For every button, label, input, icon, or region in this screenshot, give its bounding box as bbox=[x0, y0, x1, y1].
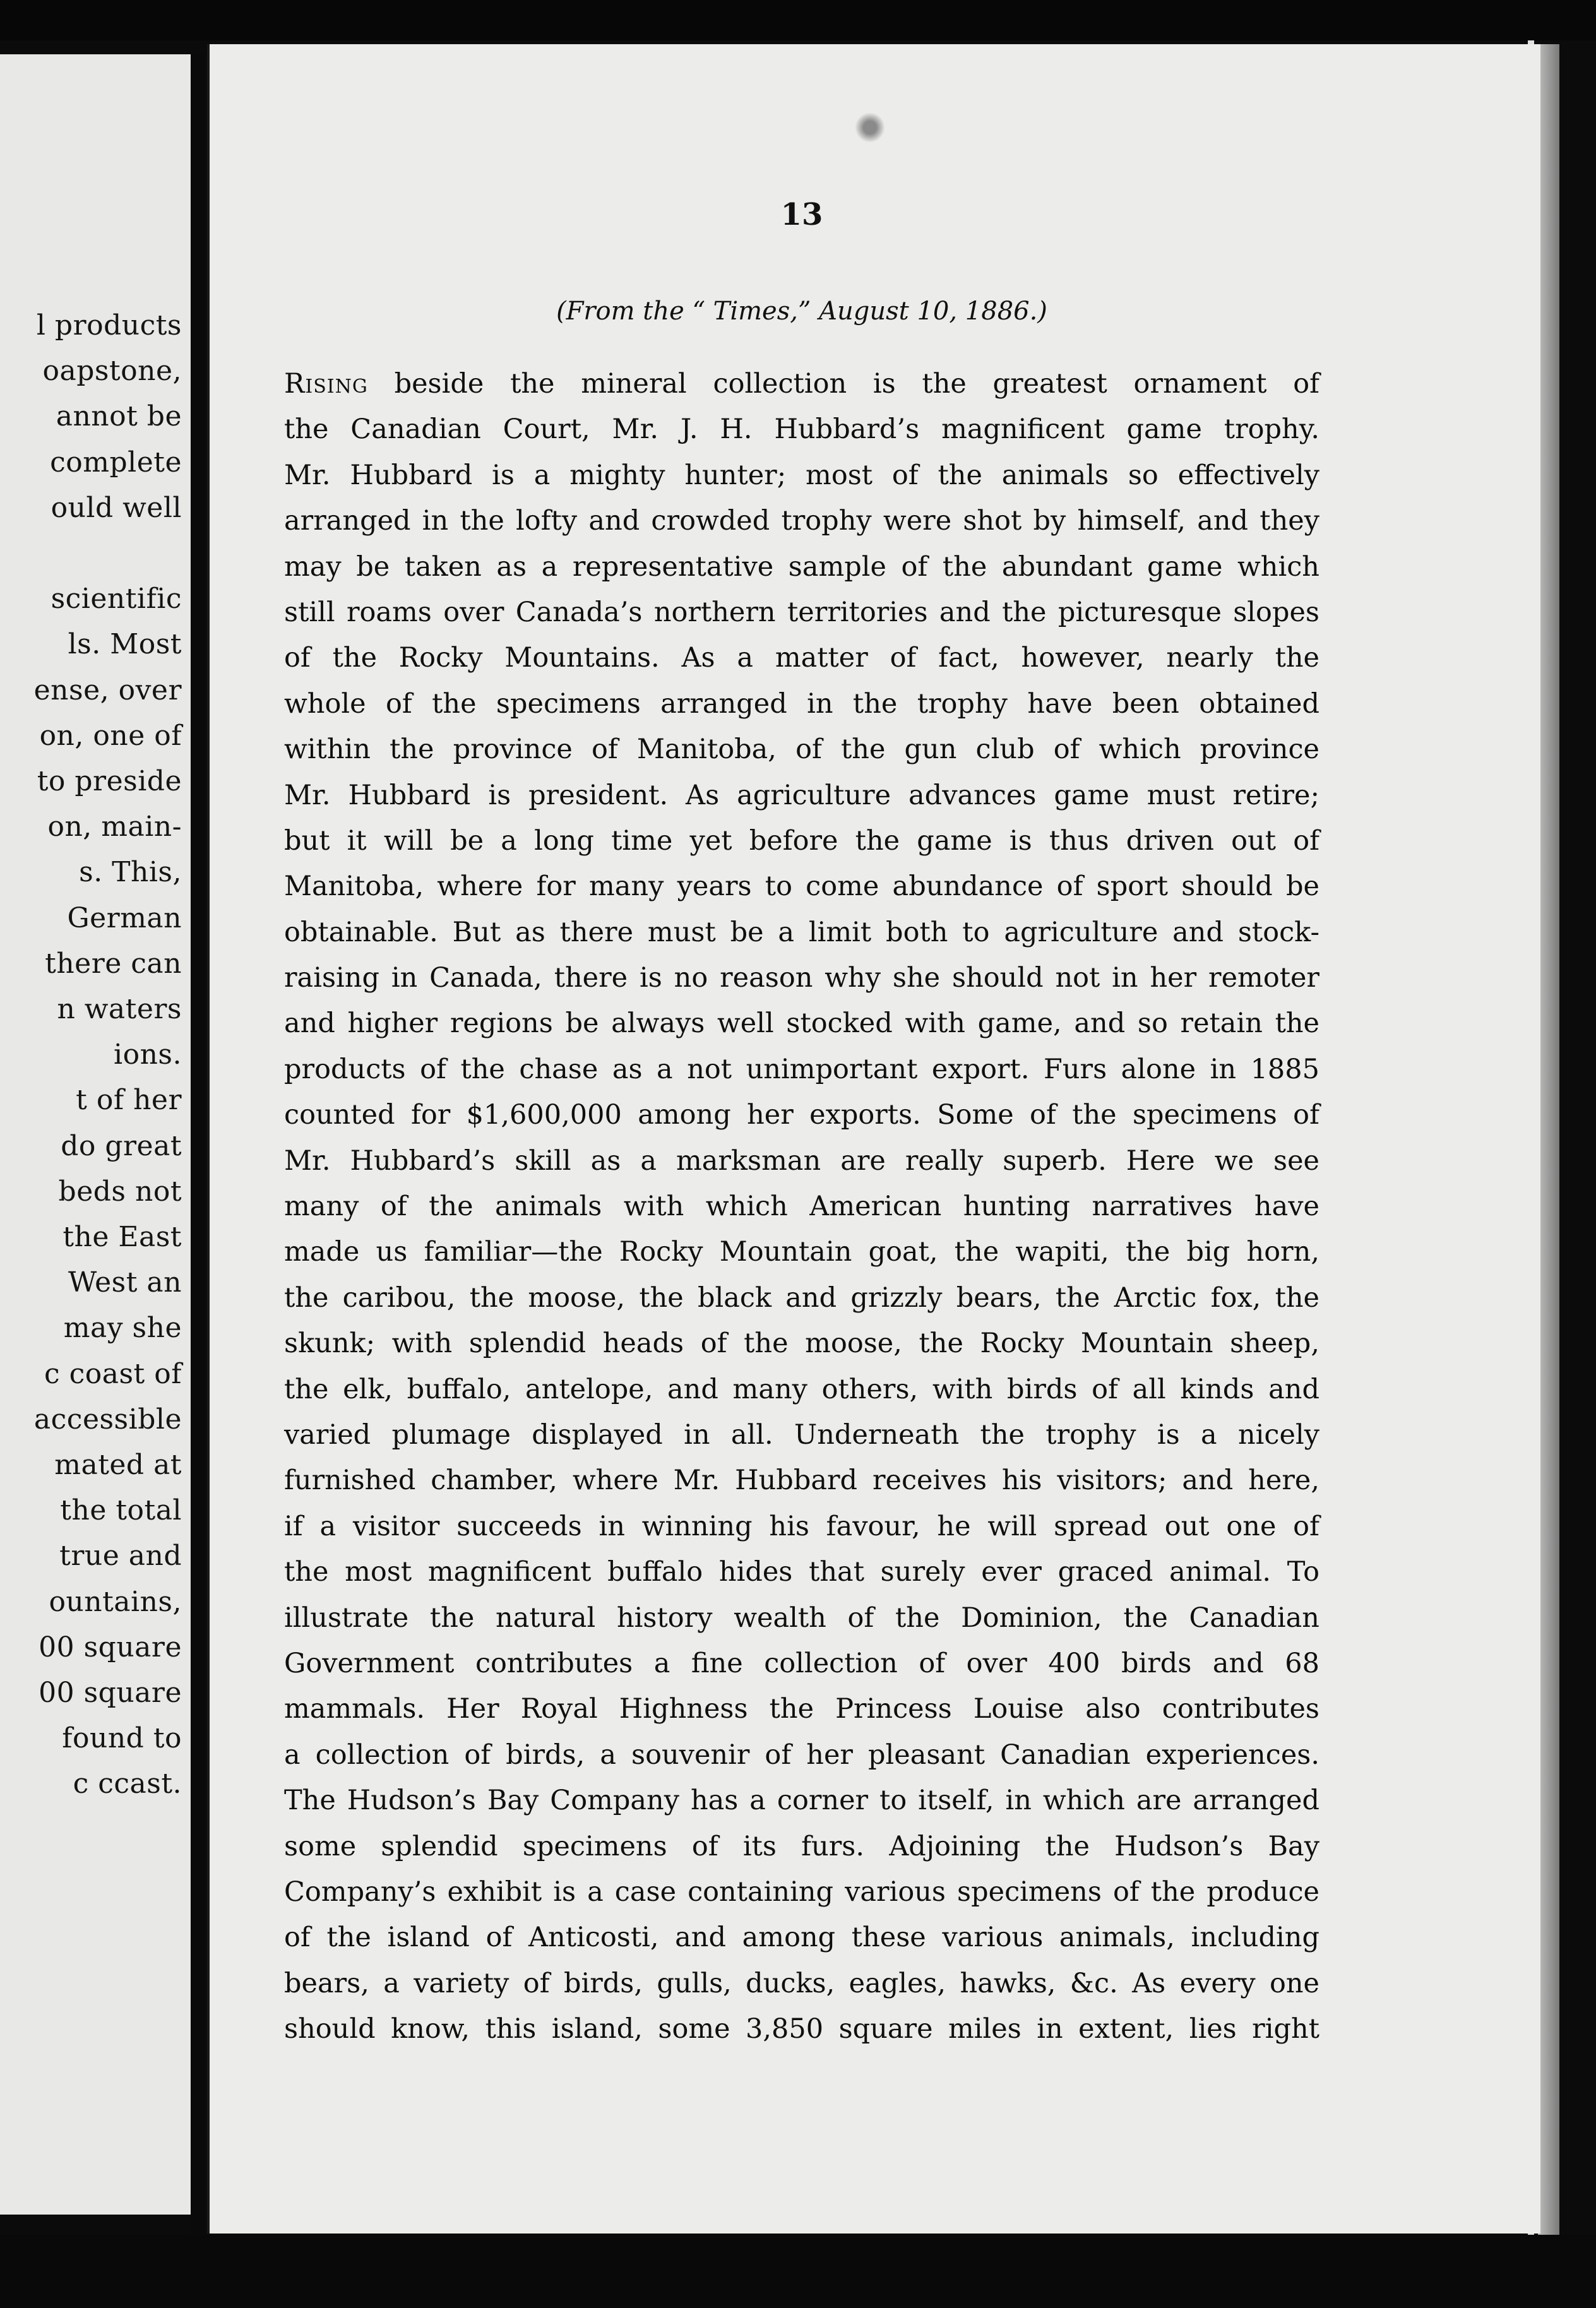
article-line: a collection of birds, a souvenir of her pleasant Canadian experiences. bbox=[284, 1739, 1319, 1771]
left-page-line: 00 square bbox=[39, 1631, 182, 1663]
left-page-fragment bbox=[0, 54, 191, 2215]
page-shadow bbox=[1538, 44, 1559, 2235]
article-line: raising in Canada, there is no reason why she should not in her remoter bbox=[284, 962, 1319, 994]
article-line: products of the chase as a not unimportant export. Furs alone in 1885 bbox=[284, 1053, 1319, 1085]
left-page-line: accessible bbox=[33, 1403, 182, 1436]
article-line: Mr. Hubbard’s skill as a marksman are really superb. Here we see bbox=[284, 1145, 1319, 1177]
left-page-line: annot be bbox=[56, 400, 182, 433]
left-page-line: the total bbox=[60, 1494, 182, 1527]
left-page-line: there can bbox=[45, 947, 182, 980]
left-page-line: oapstone, bbox=[42, 355, 182, 388]
left-page-line: do great bbox=[61, 1129, 182, 1162]
left-page-line: the East bbox=[63, 1221, 182, 1253]
left-page-line: ould well bbox=[51, 491, 182, 524]
left-page-line: ls. Most bbox=[68, 628, 182, 661]
left-page-line: West an bbox=[68, 1266, 182, 1299]
ink-smudge bbox=[855, 112, 885, 143]
drop-word: Rising bbox=[284, 368, 368, 400]
left-page-line: s. This, bbox=[79, 856, 182, 889]
left-page-line: on, main- bbox=[47, 811, 182, 843]
article-line: but it will be a long time yet before the game is thus driven out of bbox=[284, 824, 1319, 857]
left-page-line: true and bbox=[59, 1540, 182, 1573]
left-page-line: German bbox=[67, 901, 182, 934]
article-line: the elk, buffalo, antelope, and many others, with birds of all kinds and bbox=[284, 1373, 1319, 1405]
article-line: many of the animals with which American hunting narratives have bbox=[284, 1191, 1319, 1223]
article-line: Mr. Hubbard is president. As agriculture advances game must retire; bbox=[284, 779, 1319, 811]
left-page-line: beds not bbox=[58, 1175, 182, 1208]
article-line: some splendid specimens of its furs. Adjoining the Hudson’s Bay bbox=[284, 1830, 1319, 1862]
article-line: of the island of Anticosti, and among these various animals, including bbox=[284, 1922, 1319, 1954]
left-page-line: found to bbox=[62, 1722, 182, 1755]
scan-bottom-border bbox=[0, 2235, 1596, 2308]
first-line-text: beside the mineral collection is the greatest ornament of bbox=[394, 368, 1319, 400]
article-body bbox=[284, 361, 1319, 2052]
article-line: arranged in the lofty and crowded trophy were shot by himself, and they bbox=[284, 505, 1319, 537]
left-page-line: c coast of bbox=[44, 1357, 182, 1390]
article-line: if a visitor succeeds in winning his favour, he will spread out one of bbox=[284, 1510, 1319, 1542]
article-line: within the province of Manitoba, of the gun club of which province bbox=[284, 734, 1319, 766]
article-line: whole of the specimens arranged in the trophy have been obtained bbox=[284, 687, 1319, 720]
left-page-line: to preside bbox=[37, 765, 182, 797]
article-line: Mr. Hubbard is a mighty hunter; most of the animals so effectively bbox=[284, 459, 1319, 491]
article-line: the caribou, the moose, the black and grizzly bears, the Arctic fox, the bbox=[284, 1282, 1319, 1314]
article-line: counted for $1,600,000 among her exports. Some of the specimens of bbox=[284, 1099, 1319, 1131]
article-line: mammals. Her Royal Highness the Princess Louise also contributes bbox=[284, 1693, 1319, 1725]
page-gutter bbox=[191, 54, 205, 2302]
article-line: and higher regions be always well stocked with game, and so retain the bbox=[284, 1008, 1319, 1040]
article-line: the Canadian Court, Mr. J. H. Hubbard’s magnificent game trophy. bbox=[284, 413, 1319, 446]
article-line: illustrate the natural history wealth of the Dominion, the Canadian bbox=[284, 1602, 1319, 1634]
article-line: may be taken as a representative sample of the abundant game which bbox=[284, 550, 1319, 583]
left-page-line: ountains, bbox=[49, 1585, 182, 1618]
article-line: The Hudson’s Bay Company has a corner to itself, in which are arranged bbox=[284, 1785, 1319, 1817]
left-page-line: ions. bbox=[114, 1038, 182, 1071]
article-line: varied plumage displayed in all. Underneath the trophy is a nicely bbox=[284, 1419, 1319, 1451]
article-line bbox=[284, 361, 1319, 407]
article-source-line: (From the “ Times,” August 10, 1886.) bbox=[556, 297, 1047, 326]
article-line: still roams over Canada’s northern territories and the picturesque slopes bbox=[284, 596, 1319, 628]
left-page-line: n waters bbox=[57, 993, 182, 1025]
left-page-line: l products bbox=[36, 309, 182, 342]
left-page-line: 00 square bbox=[39, 1677, 182, 1709]
article-line: Government contributes a fine collection of over 400 birds and 68 bbox=[284, 1647, 1319, 1679]
scan-top-border bbox=[0, 0, 1596, 40]
article-line: of the Rocky Mountains. As a matter of fact, however, nearly the bbox=[284, 642, 1319, 674]
left-page-line: ense, over bbox=[33, 674, 182, 706]
article-line: made us familiar—the Rocky Mountain goat, the wapiti, the big horn, bbox=[284, 1236, 1319, 1268]
left-page-line: mated at bbox=[54, 1449, 182, 1481]
article-line: skunk; with splendid heads of the moose, the Rocky Mountain sheep, bbox=[284, 1328, 1319, 1360]
left-page-line: c ccast. bbox=[73, 1768, 182, 1800]
left-page-line: complete bbox=[50, 446, 182, 479]
page-number: 13 bbox=[780, 197, 823, 232]
article-line: obtainable. But as there must be a limit both to agriculture and stock- bbox=[284, 916, 1319, 948]
left-page-line: on, one of bbox=[39, 719, 182, 752]
left-page-line: t of her bbox=[76, 1084, 182, 1117]
article-line: the most magnificent buffalo hides that surely ever graced animal. To bbox=[284, 1556, 1319, 1588]
left-page-line: scientific bbox=[51, 583, 182, 616]
article-line: bears, a variety of birds, gulls, ducks, eagles, hawks, &c. As every one bbox=[284, 1967, 1319, 1999]
left-page-line: may she bbox=[63, 1312, 182, 1345]
article-line: Company’s exhibit is a case containing various specimens of the produce bbox=[284, 1876, 1319, 1908]
article-line: furnished chamber, where Mr. Hubbard receives his visitors; and here, bbox=[284, 1465, 1319, 1497]
article-line: should know, this island, some 3,850 square miles in extent, lies right bbox=[284, 2013, 1319, 2045]
article-line: Manitoba, where for many years to come abundance of sport should be bbox=[284, 871, 1319, 903]
